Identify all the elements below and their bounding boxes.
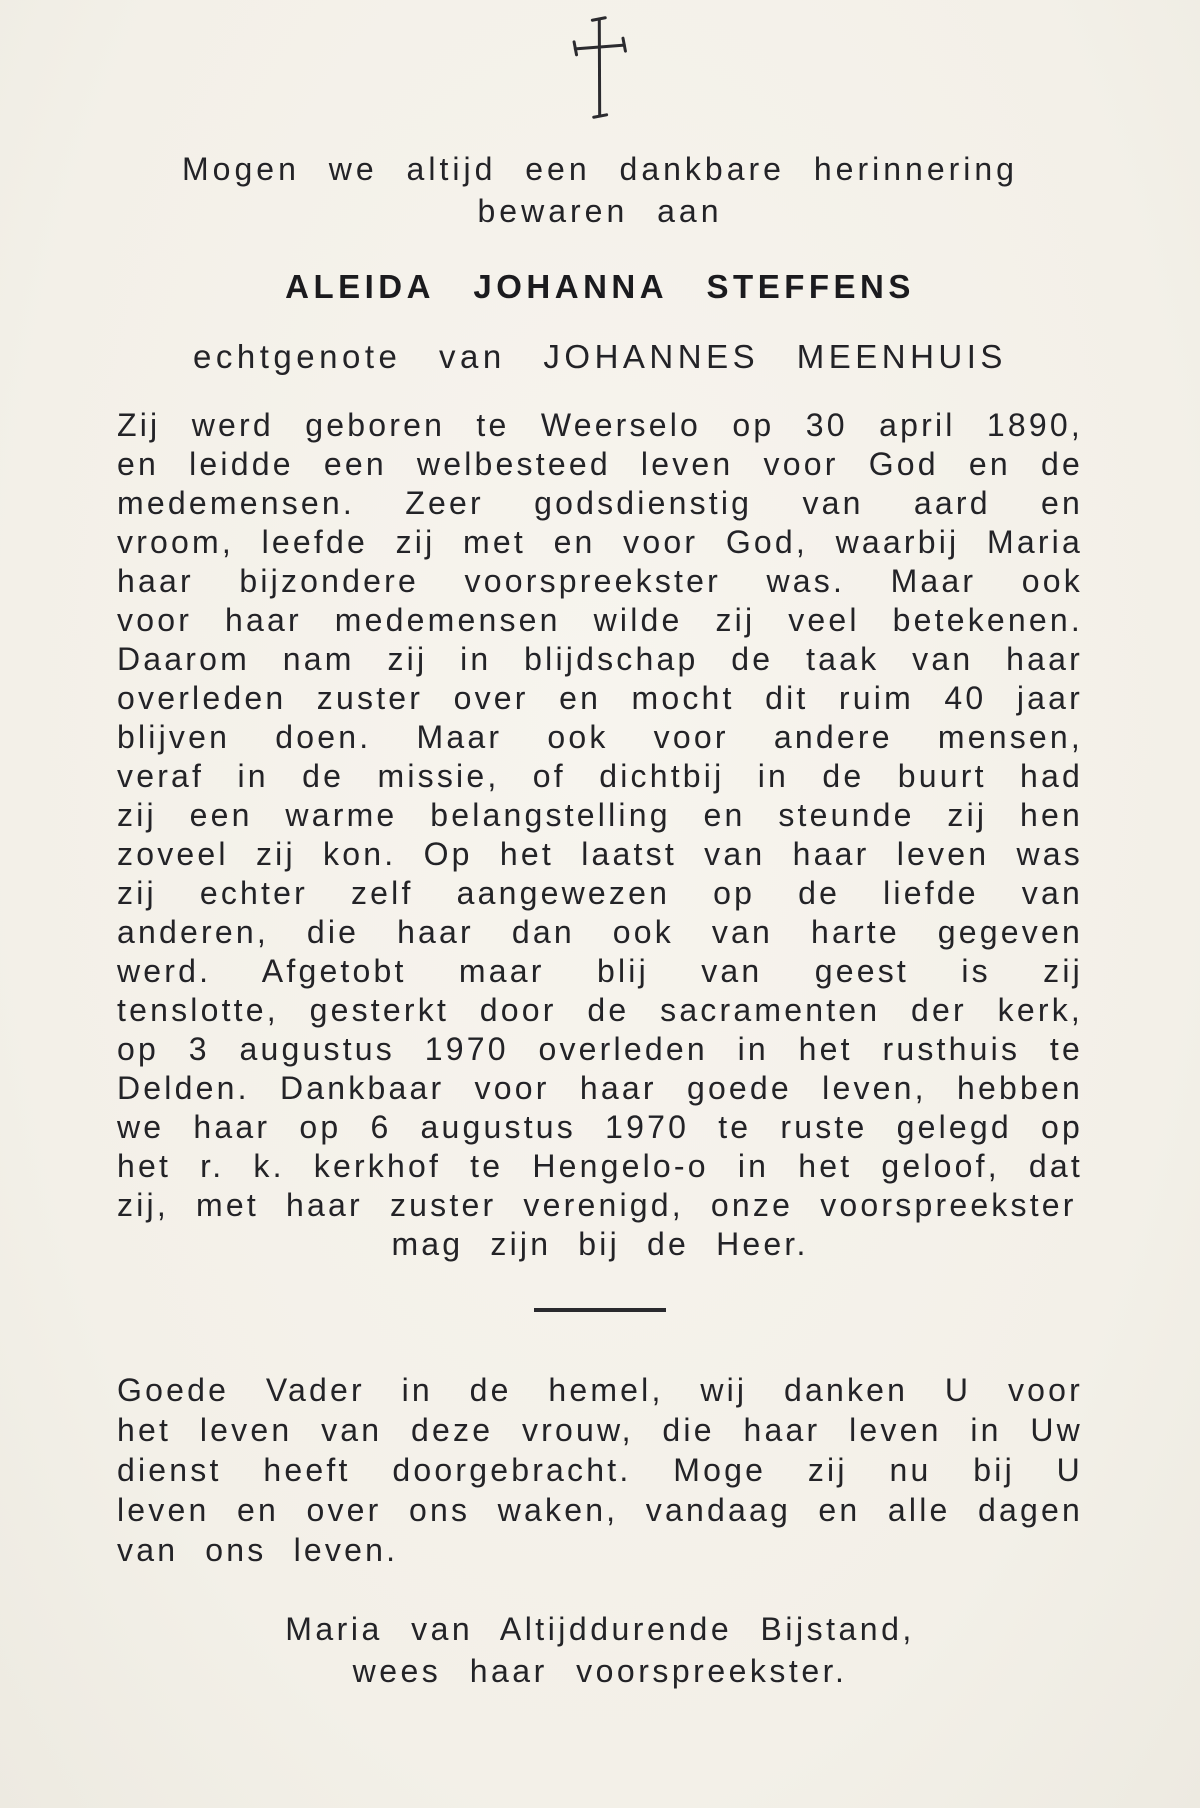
- cross-icon-container: [0, 0, 1200, 122]
- biography-paragraph: Zij werd geboren te Weerselo op 30 april 1890, en leidde een welbesteed leven voor God en de medemensen. Zeer godsdienstig van aard en vroom, leefde zij met en voor God, waarbij Maria haar bijzondere voorspreekster was. Maar ook voor haar medemensen wilde zij veel betekenen. Daarom nam zij in blijdschap de taak van haar overleden zuster over en mocht dit ruim 40 jaar blijven doen. Maar ook voor andere mensen, veraf in de missie, of dichtbij in de buurt had zij een warme belangstelling en steunde zij hen zoveel zij kon. Op het laatst van haar leven was zij echter zelf aangewezen op de liefde van anderen, die haar dan ook van harte gegeven werd. Afgetobt maar blij van geest is zij tenslotte, gesterkt door de sacramenten der kerk, op 3 augustus 1970 overleden in het rusthuis te Delden. Dankbaar voor haar goede leven, hebben we haar op 6 augustus 1970 te ruste gelegd op het r. k. kerkhof te Hengelo-o in het geloof, dat zij, met haar zuster verenigd, onze voorspreekster: [117, 407, 1083, 1223]
- intro-text-line2: bewaren aan: [477, 193, 723, 229]
- invocation-line2: wees haar voorspreekster.: [352, 1653, 848, 1689]
- deceased-name: ALEIDA JOHANNA STEFFENS: [285, 268, 915, 305]
- invocation-text: [0, 1608, 1200, 1692]
- relation-line: echtgenote van JOHANNES MEENHUIS: [193, 338, 1007, 375]
- cross-icon: [566, 15, 634, 121]
- biography-closing-line: mag zijn bij de Heer.: [391, 1226, 809, 1262]
- intro-text: [0, 148, 1200, 232]
- prayer-paragraph: Goede Vader in de hemel, wij danken U voor het leven van deze vrouw, die haar leven in Uw dienst heeft doorgebracht. Moge zij nu bij U leven en over ons waken, vandaag en alle dagen van ons leven.: [117, 1372, 1083, 1568]
- intro-text-line1: Mogen we altijd een dankbare herinnering: [182, 151, 1018, 187]
- section-divider: [534, 1308, 666, 1312]
- invocation-line1: Maria van Altijddurende Bijstand,: [285, 1611, 915, 1647]
